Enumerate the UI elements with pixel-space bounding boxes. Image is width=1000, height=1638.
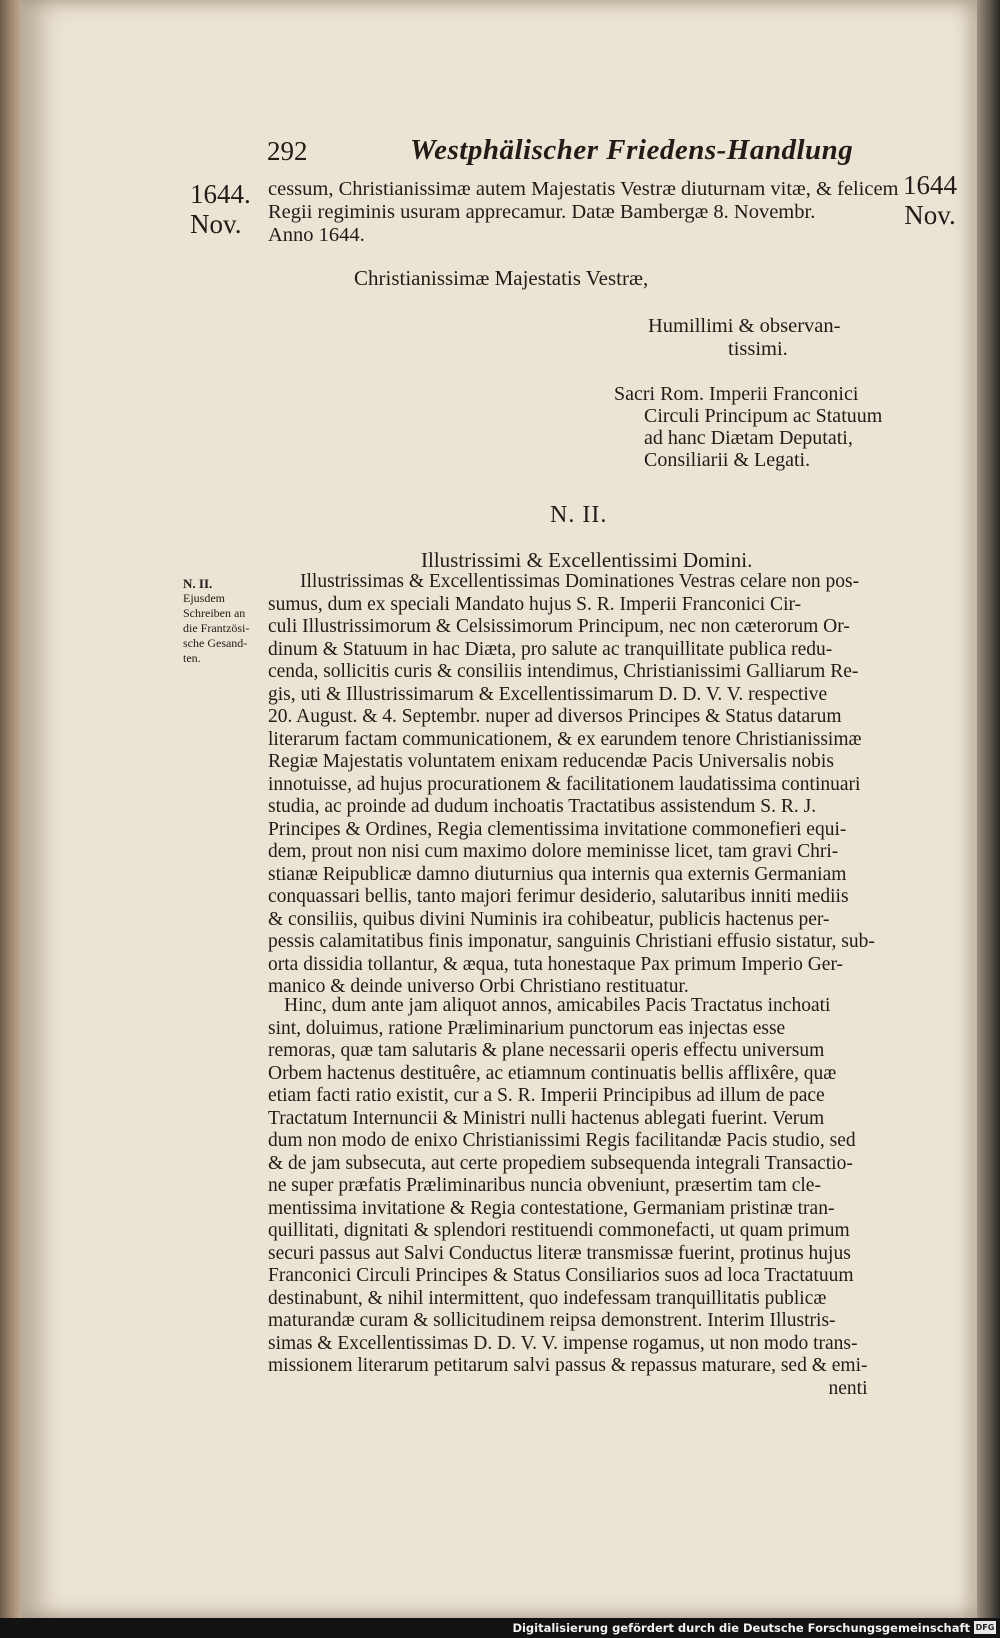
text-line: studia, ac proinde ad dudum inchoatis Tractatibus assistendum S. R. J. — [268, 796, 817, 817]
text-line: quillitati, dignitati & splendori restituendi commonefacti, ut quam primum — [268, 1220, 850, 1241]
text-line: sumus, dum ex speciali Mandato hujus S. R. Imperii Franconici Cir- — [268, 593, 802, 615]
text-line: destinabunt, & nihil intermittent, quo indefessam tranquillitatis publicæ — [268, 1287, 827, 1309]
text-line: securi passus aut Salvi Conductus literæ transmissæ fuerint, protinus hujus — [268, 1242, 851, 1264]
sender-line: Circuli Principum ac Statuum — [644, 405, 883, 427]
salutation: Christianissimæ Majestatis Vestræ, — [354, 266, 649, 290]
text-line: ne super præfatis Præliminaribus nuncia obveniunt, præsertim tam cle- — [268, 1175, 821, 1196]
footer-bar — [0, 1618, 1000, 1638]
text-line: missionem literarum petitarum salvi passus & repassus maturare, sed & emi- — [268, 1355, 868, 1376]
text-line: stianæ Reipublicæ damno diuturnius qua internis qua externis Germaniam — [268, 863, 847, 885]
text-line: sint, doluimus, ratione Præliminarium punctorum eas injectas esse — [268, 1017, 786, 1039]
text-line: & de jam subsecuta, aut certe propediem subsequenda integrali Transactio- — [268, 1152, 853, 1174]
text-line: conquassari bellis, tanto majori ferimur desiderio, salutaribus inniti mediis — [268, 886, 849, 907]
text-line: culi Illustrissimorum & Celsissimorum Principum, nec non cæterorum Or- — [268, 616, 850, 637]
page-number: 292 — [267, 136, 308, 166]
margin-note-number: N. II. — [183, 576, 213, 591]
text-line: Regiæ Majestatis voluntatem enixam reducendæ Pacis Universalis nobis — [268, 751, 834, 772]
margin-date-right — [903, 170, 957, 230]
text-line: mentissima invitatione & Regia contestatione, Germaniam pristinæ tran- — [268, 1197, 835, 1219]
text-line: Franconici Circuli Principes & Status Consiliarios suos ad loca Tractatuum — [268, 1265, 854, 1286]
margin-note-line: Schreiben an — [183, 606, 246, 620]
margin-note — [183, 576, 249, 666]
margin-date-year: 1644. — [190, 179, 251, 209]
text-line: & consiliis, quibus divini Numinis ira cohibeatur, publicis hactenus per- — [268, 908, 830, 930]
text-line: gis, uti & Illustrissimarum & Excellentissimarum D. D. V. V. respective — [268, 683, 828, 705]
text-line: manico & deinde universo Orbi Christiano restituatur. — [268, 976, 689, 997]
margin-date-month: Nov. — [904, 200, 956, 230]
text-line: dinum & Statuum in hac Diæta, pro salute ac tranquillitate publica redu- — [268, 638, 833, 660]
text-line: maturandæ curam & sollicitudinem reipsa demonstrent. Interim Illustris- — [268, 1310, 836, 1331]
margin-date-left — [190, 179, 251, 239]
text-line: orta dissidia tollantur, & æqua, tuta honestaque Pax primum Imperio Ger- — [268, 953, 844, 975]
margin-note-line: sche Gesand- — [183, 636, 248, 650]
text-line: innotuisse, ad hujus procurationem & facilitationem laudatissima continuari — [268, 773, 861, 795]
text-line: dem, prout non nisi cum maximo dolore meminisse licet, tam gravi Chri- — [268, 841, 839, 862]
sender-line: Consiliarii & Legati. — [644, 449, 811, 471]
margin-date-year: 1644 — [903, 170, 957, 200]
running-head: Westphälischer Friedens-Handlung — [410, 134, 854, 166]
document-number: N. II. — [550, 502, 608, 528]
text-line: Principes & Ordines, Regia clementissima invitatione commonefieri equi- — [268, 818, 847, 840]
text-line: Tractatum Internuncii & Ministri nulli hactenus ablegati fuerint. Verum — [268, 1107, 825, 1129]
sender-line: Sacri Rom. Imperii Franconici — [614, 383, 859, 405]
text-line: 20. August. & 4. Septembr. nuper ad diversos Principes & Status datarum — [268, 706, 842, 727]
text-line: etiam facti ratio existit, cur a S. R. Imperii Principibus ad illum de pace — [268, 1085, 825, 1106]
text-line: dum non modo de enixo Christianissimi Regis facilitandæ Pacis studio, sed — [268, 1130, 856, 1151]
paragraph-2 — [268, 995, 868, 1400]
text-line: Hinc, dum ante jam aliquot annos, amicabiles Pacis Tractatus inchoati — [284, 995, 831, 1016]
text-line: cessum, Christianissimæ autem Majestatis Vestræ diuturnam vitæ, & felicem — [268, 178, 899, 200]
text-line: remoras, quæ tam salutaris & plane necessarii operis effectu universum — [268, 1040, 825, 1061]
paragraph-1 — [268, 571, 875, 999]
letter-address: Illustrissimi & Excellentissimi Domini. — [421, 548, 753, 572]
margin-note-line: Ejusdem — [183, 591, 225, 605]
text-line: Orbem hactenus destituêre, ac etiamnum continuatis bellis afflixêre, quæ — [268, 1062, 837, 1084]
letter-closing-text — [268, 178, 898, 247]
senders-block — [614, 383, 882, 471]
funding-notice: Digitalisierung gefördert durch die Deutsche Forschungsgemeinschaft — [512, 1621, 970, 1635]
margin-date-month: Nov. — [190, 209, 242, 239]
text-line: Regii regiminis usuram apprecamur. Datæ Bambergæ 8. Novembr. — [268, 201, 816, 223]
catchword: nenti — [828, 1377, 868, 1399]
margin-note-line: ten. — [183, 651, 201, 665]
text-line: pessis calamitatibus finis imponatur, sanguinis Christiani effusio sistatur, sub- — [268, 931, 875, 952]
text-line: literarum factam communicationem, & ex earundem tenore Christianissimæ — [268, 728, 862, 750]
signature-line: tissimi. — [728, 338, 788, 360]
text-line: cenda, sollicitis curis & consiliis intendimus, Christianissimi Galliarum Re- — [268, 661, 859, 682]
text-line: Anno 1644. — [268, 224, 365, 246]
margin-note-line: die Frantzösi- — [183, 621, 250, 635]
text-line: simas & Excellentissimas D. D. V. V. impense rogamus, ut non modo trans- — [268, 1332, 858, 1354]
page-edge — [977, 0, 1000, 1618]
text-line: Illustrissimas & Excellentissimas Dominationes Vestras celare non pos- — [300, 571, 860, 592]
signature — [648, 315, 840, 361]
dfg-logo: DFG — [975, 1623, 995, 1632]
sender-line: ad hanc Diætam Deputati, — [644, 427, 853, 449]
signature-line: Humillimi & observan- — [648, 315, 841, 337]
